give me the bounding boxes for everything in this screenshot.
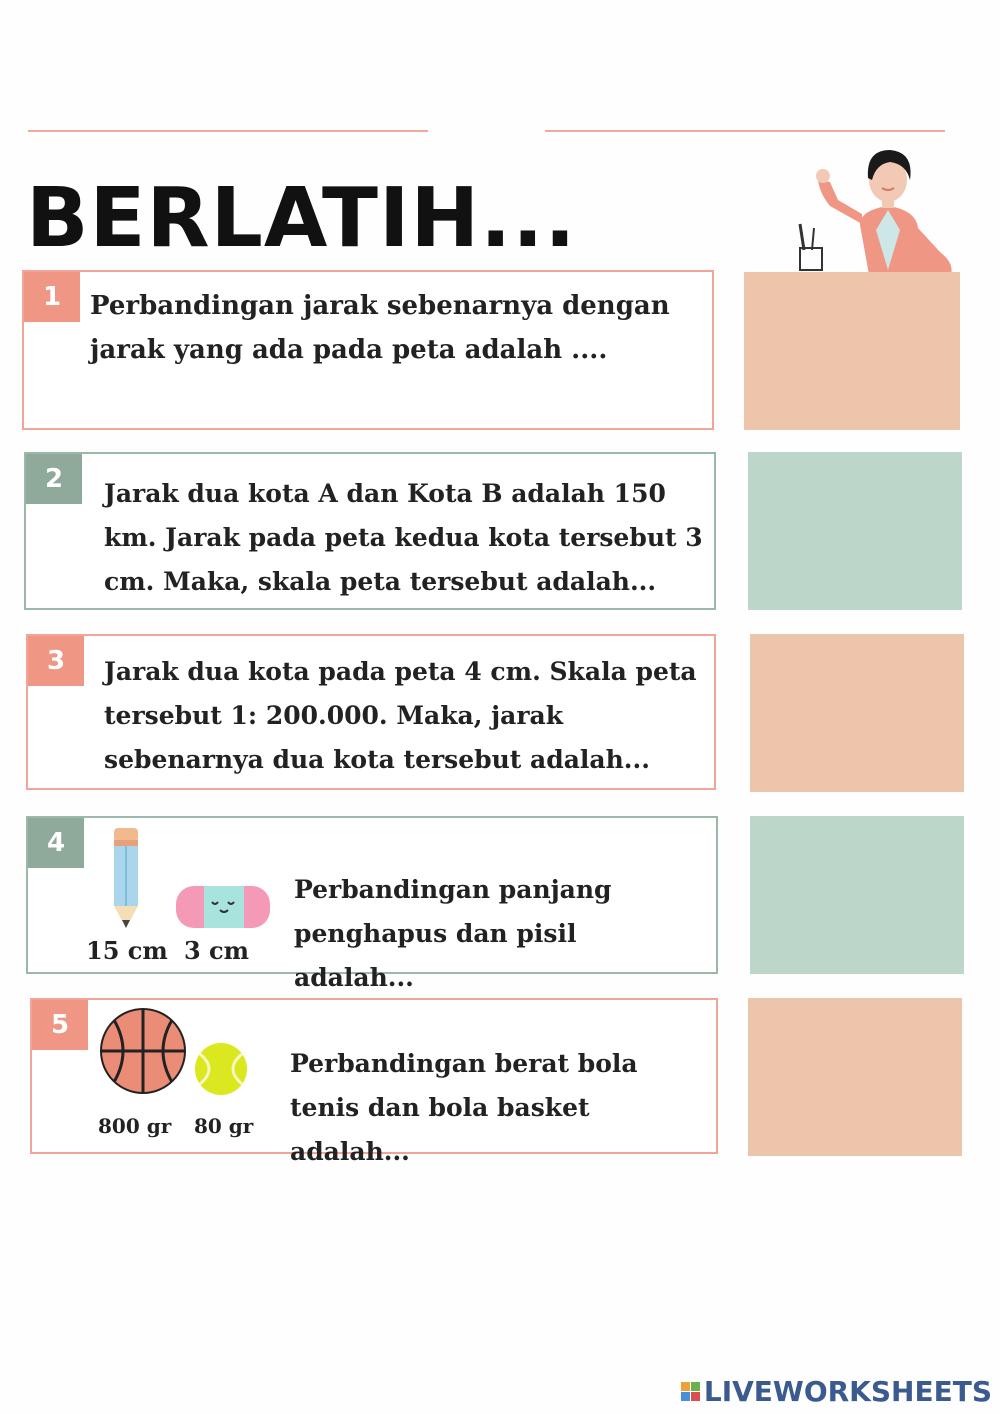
question-number-1: 1 <box>24 272 80 322</box>
question-number-2: 2 <box>26 454 82 504</box>
question-card-3 <box>26 634 716 790</box>
liveworksheets-logo-icon <box>681 1382 700 1401</box>
pencil-image <box>106 824 146 934</box>
question-card-5 <box>30 998 718 1166</box>
question-number-4: 4 <box>28 818 84 868</box>
answer-field-4[interactable] <box>750 816 964 974</box>
question-text-3: Jarak dua kota pada peta 4 cm. Skala peta tersebut 1: 200.000. Maka, jarak sebenarnya dua kota tersebut adalah... <box>104 657 697 774</box>
pencil-length-label: 15 cm <box>86 936 168 965</box>
liveworksheets-logo <box>681 1375 992 1408</box>
footer-brand: LIVEWORKSHEETS <box>703 1375 992 1408</box>
question-text-4: Perbandingan panjang penghapus dan pisil adalah... <box>294 875 612 992</box>
tennis-ball-weight-label: 80 gr <box>194 1114 254 1138</box>
basketball-image <box>98 1006 188 1096</box>
question-card-1 <box>22 270 714 430</box>
basketball-weight-label: 800 gr <box>98 1114 172 1138</box>
question-text-5: Perbandingan berat bola tenis dan bola basket adalah... <box>290 1049 638 1166</box>
answer-field-1[interactable] <box>744 272 960 430</box>
answer-field-2[interactable] <box>748 452 962 610</box>
question-text-1: Perbandingan jarak sebenarnya dengan jarak yang ada pada peta adalah .... <box>90 291 670 365</box>
question-card-4 <box>26 816 718 992</box>
answer-field-5[interactable] <box>748 998 962 1156</box>
question-number-3: 3 <box>28 636 84 686</box>
question-card-2 <box>24 452 716 610</box>
page-title: BERLATIH... <box>26 171 577 266</box>
teacher-illustration <box>790 140 970 290</box>
top-line-right <box>545 130 945 132</box>
eraser-length-label: 3 cm <box>184 936 250 965</box>
eraser-image <box>174 880 274 932</box>
answer-field-3[interactable] <box>750 634 964 792</box>
top-line-left <box>28 130 428 132</box>
tennis-ball-image <box>192 1040 250 1098</box>
question-text-2: Jarak dua kota A dan Kota B adalah 150 km. Jarak pada peta kedua kota tersebut 3 cm. Maka, skala peta tersebut adalah... <box>104 479 703 596</box>
question-number-5: 5 <box>32 1000 88 1050</box>
